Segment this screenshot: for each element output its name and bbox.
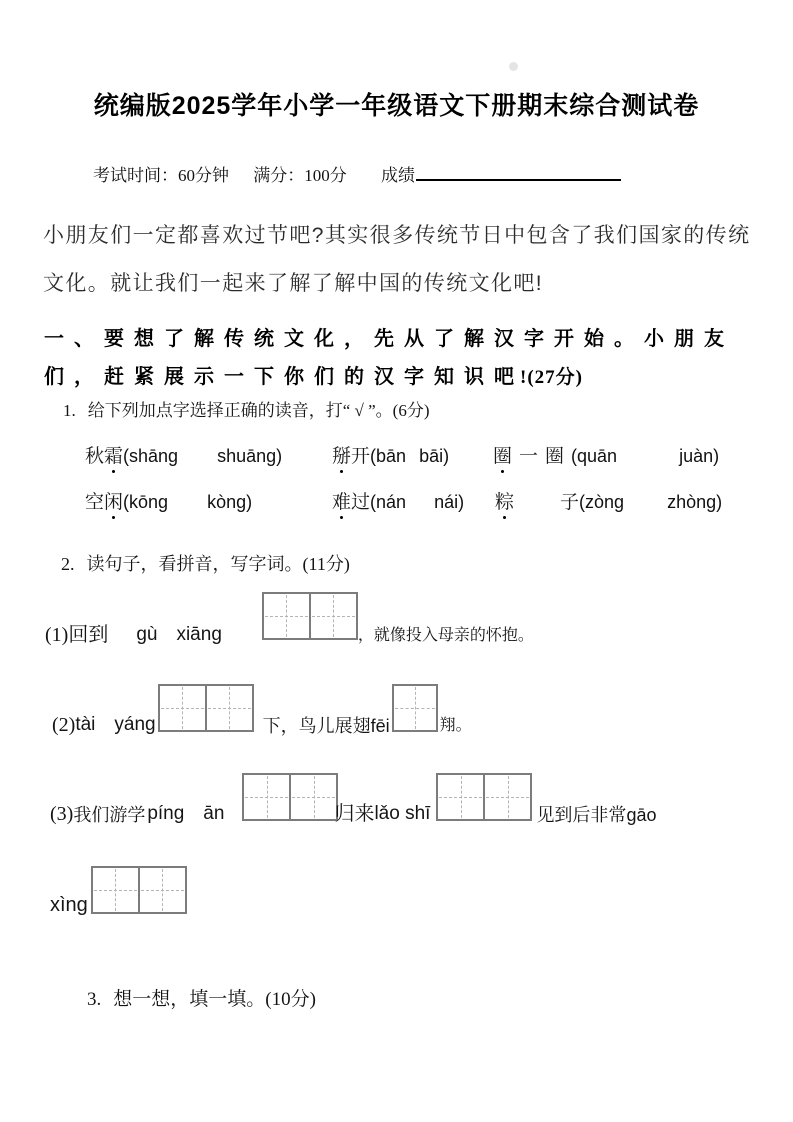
writing-grid-1cell <box>392 684 438 732</box>
sentence-text: 翔。 <box>439 717 472 734</box>
pinyin-option-2: juàn) <box>679 446 720 466</box>
pinyin-cue: píng ān <box>147 803 225 825</box>
grid-cell <box>160 686 205 730</box>
sentence-text: 回到 <box>68 624 109 646</box>
writing-grid-2cell <box>436 773 532 821</box>
sentence-number: (2) <box>52 714 76 736</box>
section1-heading-line2-text: 们，赶紧展示一下你们的汉字知识吧 <box>44 366 524 388</box>
pinyin-option-2: shuāng) <box>217 446 283 466</box>
pinyin-option-2: nái) <box>434 492 465 512</box>
pinyin-cue: lǎo shī <box>374 803 431 825</box>
pinyin-option-1: (shāng <box>123 446 179 466</box>
dotted-character: 圈 <box>493 441 512 468</box>
question-1-header <box>63 396 430 421</box>
question-3-number: 3. <box>87 989 102 1010</box>
q1-item-nanguo <box>332 487 464 514</box>
score-underline <box>416 179 621 181</box>
dotted-character: 难 <box>332 487 351 514</box>
dotted-character: 粽 <box>495 487 514 514</box>
question-2-header <box>61 550 350 576</box>
q2-sentence-1 <box>45 588 534 648</box>
section1-heading-line1: 一、要想了解传统文化，先从了解汉字开始。小朋友 <box>44 328 734 350</box>
pinyin-cue: xìng <box>50 894 88 916</box>
section1-heading-line2 <box>44 360 583 389</box>
q1-word: 过 <box>351 492 371 513</box>
sentence-number: (1) <box>45 624 69 646</box>
q2-sentence-3-continuation <box>50 862 187 918</box>
exam-meta-line <box>93 161 621 186</box>
sentence-number: (3) <box>50 803 74 825</box>
q1-word: 一圈 <box>519 446 572 467</box>
question-3-prompt: 想一想，填一填。(10分) <box>113 989 316 1010</box>
pinyin-cue: fēi <box>370 715 390 736</box>
score-label: 成绩 <box>381 166 415 185</box>
q1-item-baikai <box>332 441 449 468</box>
pinyin-option-1: (bān <box>370 446 407 466</box>
q1-word: 子 <box>560 492 580 513</box>
pinyin-cue: gù xiāng <box>136 624 222 646</box>
writing-grid-2cell <box>158 684 254 732</box>
q2-sentence-2 <box>52 680 472 738</box>
grid-cell <box>289 775 336 819</box>
writing-grid-2cell <box>262 592 358 640</box>
sentence-text: 我们游学 <box>73 804 146 825</box>
dotted-character: 霜 <box>104 441 123 468</box>
question-1-prompt: 给下列加点字选择正确的读音，打“ √ ”。(6分) <box>87 401 430 420</box>
q1-word: 秋 <box>85 446 105 467</box>
sentence-text: 归来 <box>334 803 375 825</box>
q1-item-kongxian <box>85 487 252 514</box>
grid-cell <box>205 686 252 730</box>
exam-time-label: 考试时间：60分钟 <box>93 166 229 185</box>
pinyin-option-1: (nán <box>370 492 407 512</box>
grid-cell <box>138 868 185 912</box>
sentence-text: 见到后非常 <box>536 804 627 825</box>
q1-word: 空 <box>85 492 105 513</box>
writing-grid-2cell <box>242 773 338 821</box>
question-2-prompt: 读句子，看拼音，写字词。(11分) <box>86 554 350 574</box>
intro-line-2: 文化。就让我们一起来了解了解中国的传统文化吧! <box>43 272 544 295</box>
grid-cell <box>394 686 436 730</box>
q1-item-quanyiquan <box>493 441 719 468</box>
scan-artifact-dot <box>509 62 518 71</box>
intro-line-1: 小朋友们一定都喜欢过节吧?其实很多传统节日中包含了我们国家的传统 <box>43 224 751 247</box>
pinyin-option-2: zhòng) <box>667 492 723 512</box>
grid-cell <box>438 775 483 819</box>
question-3-header <box>87 984 316 1011</box>
grid-cell <box>93 868 138 912</box>
pinyin-option-1: (kōng <box>123 492 169 512</box>
pinyin-option-1: (quān <box>571 446 618 466</box>
section1-heading-score: !(27分) <box>520 367 583 388</box>
pinyin-option-2: kòng) <box>207 492 253 512</box>
grid-cell <box>244 775 289 819</box>
question-2-number: 2. <box>61 554 75 574</box>
q1-item-zongzi <box>495 487 722 514</box>
dotted-character: 掰 <box>332 441 351 468</box>
sentence-text: ，就像投入母亲的怀抱。 <box>357 627 534 644</box>
q2-sentence-3 <box>50 770 656 827</box>
pinyin-cue: tài yáng <box>75 714 156 736</box>
writing-grid-2cell <box>91 866 187 914</box>
pinyin-option-2: bāi) <box>419 446 450 466</box>
question-1-number: 1. <box>63 401 76 420</box>
dotted-character: 闲 <box>104 487 123 514</box>
q1-word: 开 <box>351 446 371 467</box>
page-title: 统编版2025学年小学一年级语文下册期末综合测试卷 <box>93 92 700 120</box>
grid-cell <box>483 775 530 819</box>
grid-cell <box>309 594 356 638</box>
pinyin-cue: gāo <box>626 804 657 825</box>
q1-item-qiushuang <box>85 441 282 468</box>
sentence-text: 下，鸟儿展翅 <box>262 715 371 736</box>
pinyin-option-1: (zòng <box>579 492 625 512</box>
grid-cell <box>264 594 309 638</box>
full-score-label: 满分：100分 <box>253 166 347 185</box>
